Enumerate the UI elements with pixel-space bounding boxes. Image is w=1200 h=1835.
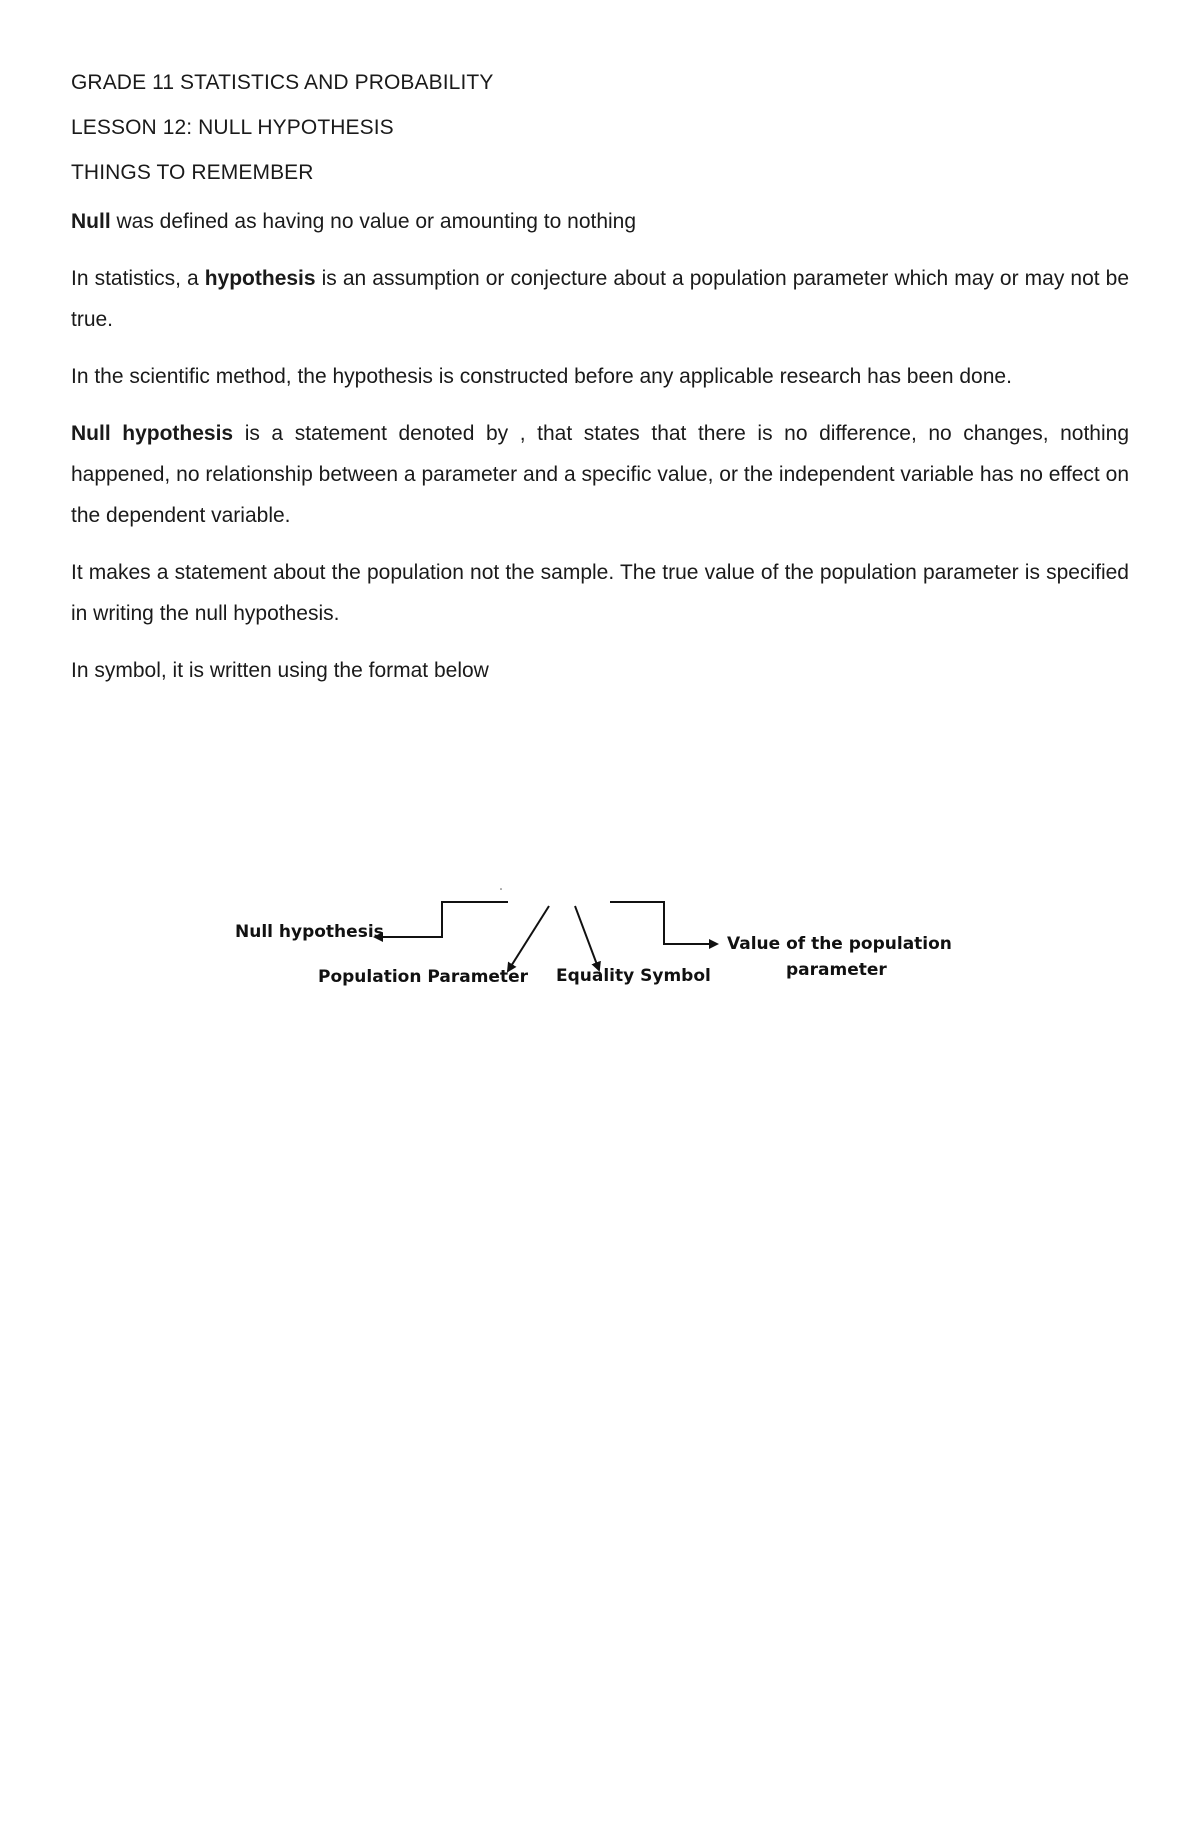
value-label-line2: parameter [786, 960, 887, 980]
population-parameter-label: Population Parameter [318, 967, 528, 987]
paragraph-hypothesis [71, 258, 1129, 340]
paragraph-null-definition [71, 201, 1129, 242]
null-definition-text: was defined as having no value or amounting to nothing [110, 210, 637, 233]
null-hypothesis-diagram [0, 870, 1200, 1010]
paragraph-population: It makes a statement about the population not the sample. The true value of the population parameter is specified in writing the null hypothesis. [71, 561, 1129, 625]
population-parameter-arrow [508, 906, 549, 971]
value-label-line1: Value of the population [727, 934, 952, 954]
term-null: Null [71, 210, 111, 233]
hypothesis-text-after: is an assumption or conjecture about a population parameter which may or may not be true. [71, 267, 1129, 331]
equality-symbol-arrow [575, 906, 599, 970]
term-null-hypothesis: Null hypothesis [71, 422, 234, 445]
section-title: THINGS TO REMEMBER [71, 161, 314, 184]
course-title: GRADE 11 STATISTICS AND PROBABILITY [71, 71, 494, 94]
value-arrow [610, 902, 717, 944]
null-hypothesis-label: Null hypothesis [235, 922, 384, 942]
paragraph-null-hypothesis [71, 413, 1129, 536]
equality-symbol-label: Equality Symbol [556, 966, 711, 986]
diagram-dot [500, 888, 502, 890]
null-hypothesis-text: is a statement denoted by , that states that there is no difference, no changes, nothing happened, no relationship between a parameter and a specific value, or the independent variable has no effect on the dependent variable. [71, 422, 1130, 527]
null-hypothesis-arrow [375, 902, 508, 937]
term-hypothesis: hypothesis [204, 267, 316, 290]
document-content [71, 70, 1129, 691]
lesson-title: LESSON 12: NULL HYPOTHESIS [71, 116, 394, 139]
paragraph-scientific-method: In the scientific method, the hypothesis is constructed before any applicable research has been done. [71, 365, 1012, 388]
diagram-arrows [0, 870, 1200, 1010]
paragraph-symbol-intro: In symbol, it is written using the format below [71, 659, 489, 682]
hypothesis-text-before: In statistics, a [71, 267, 205, 290]
